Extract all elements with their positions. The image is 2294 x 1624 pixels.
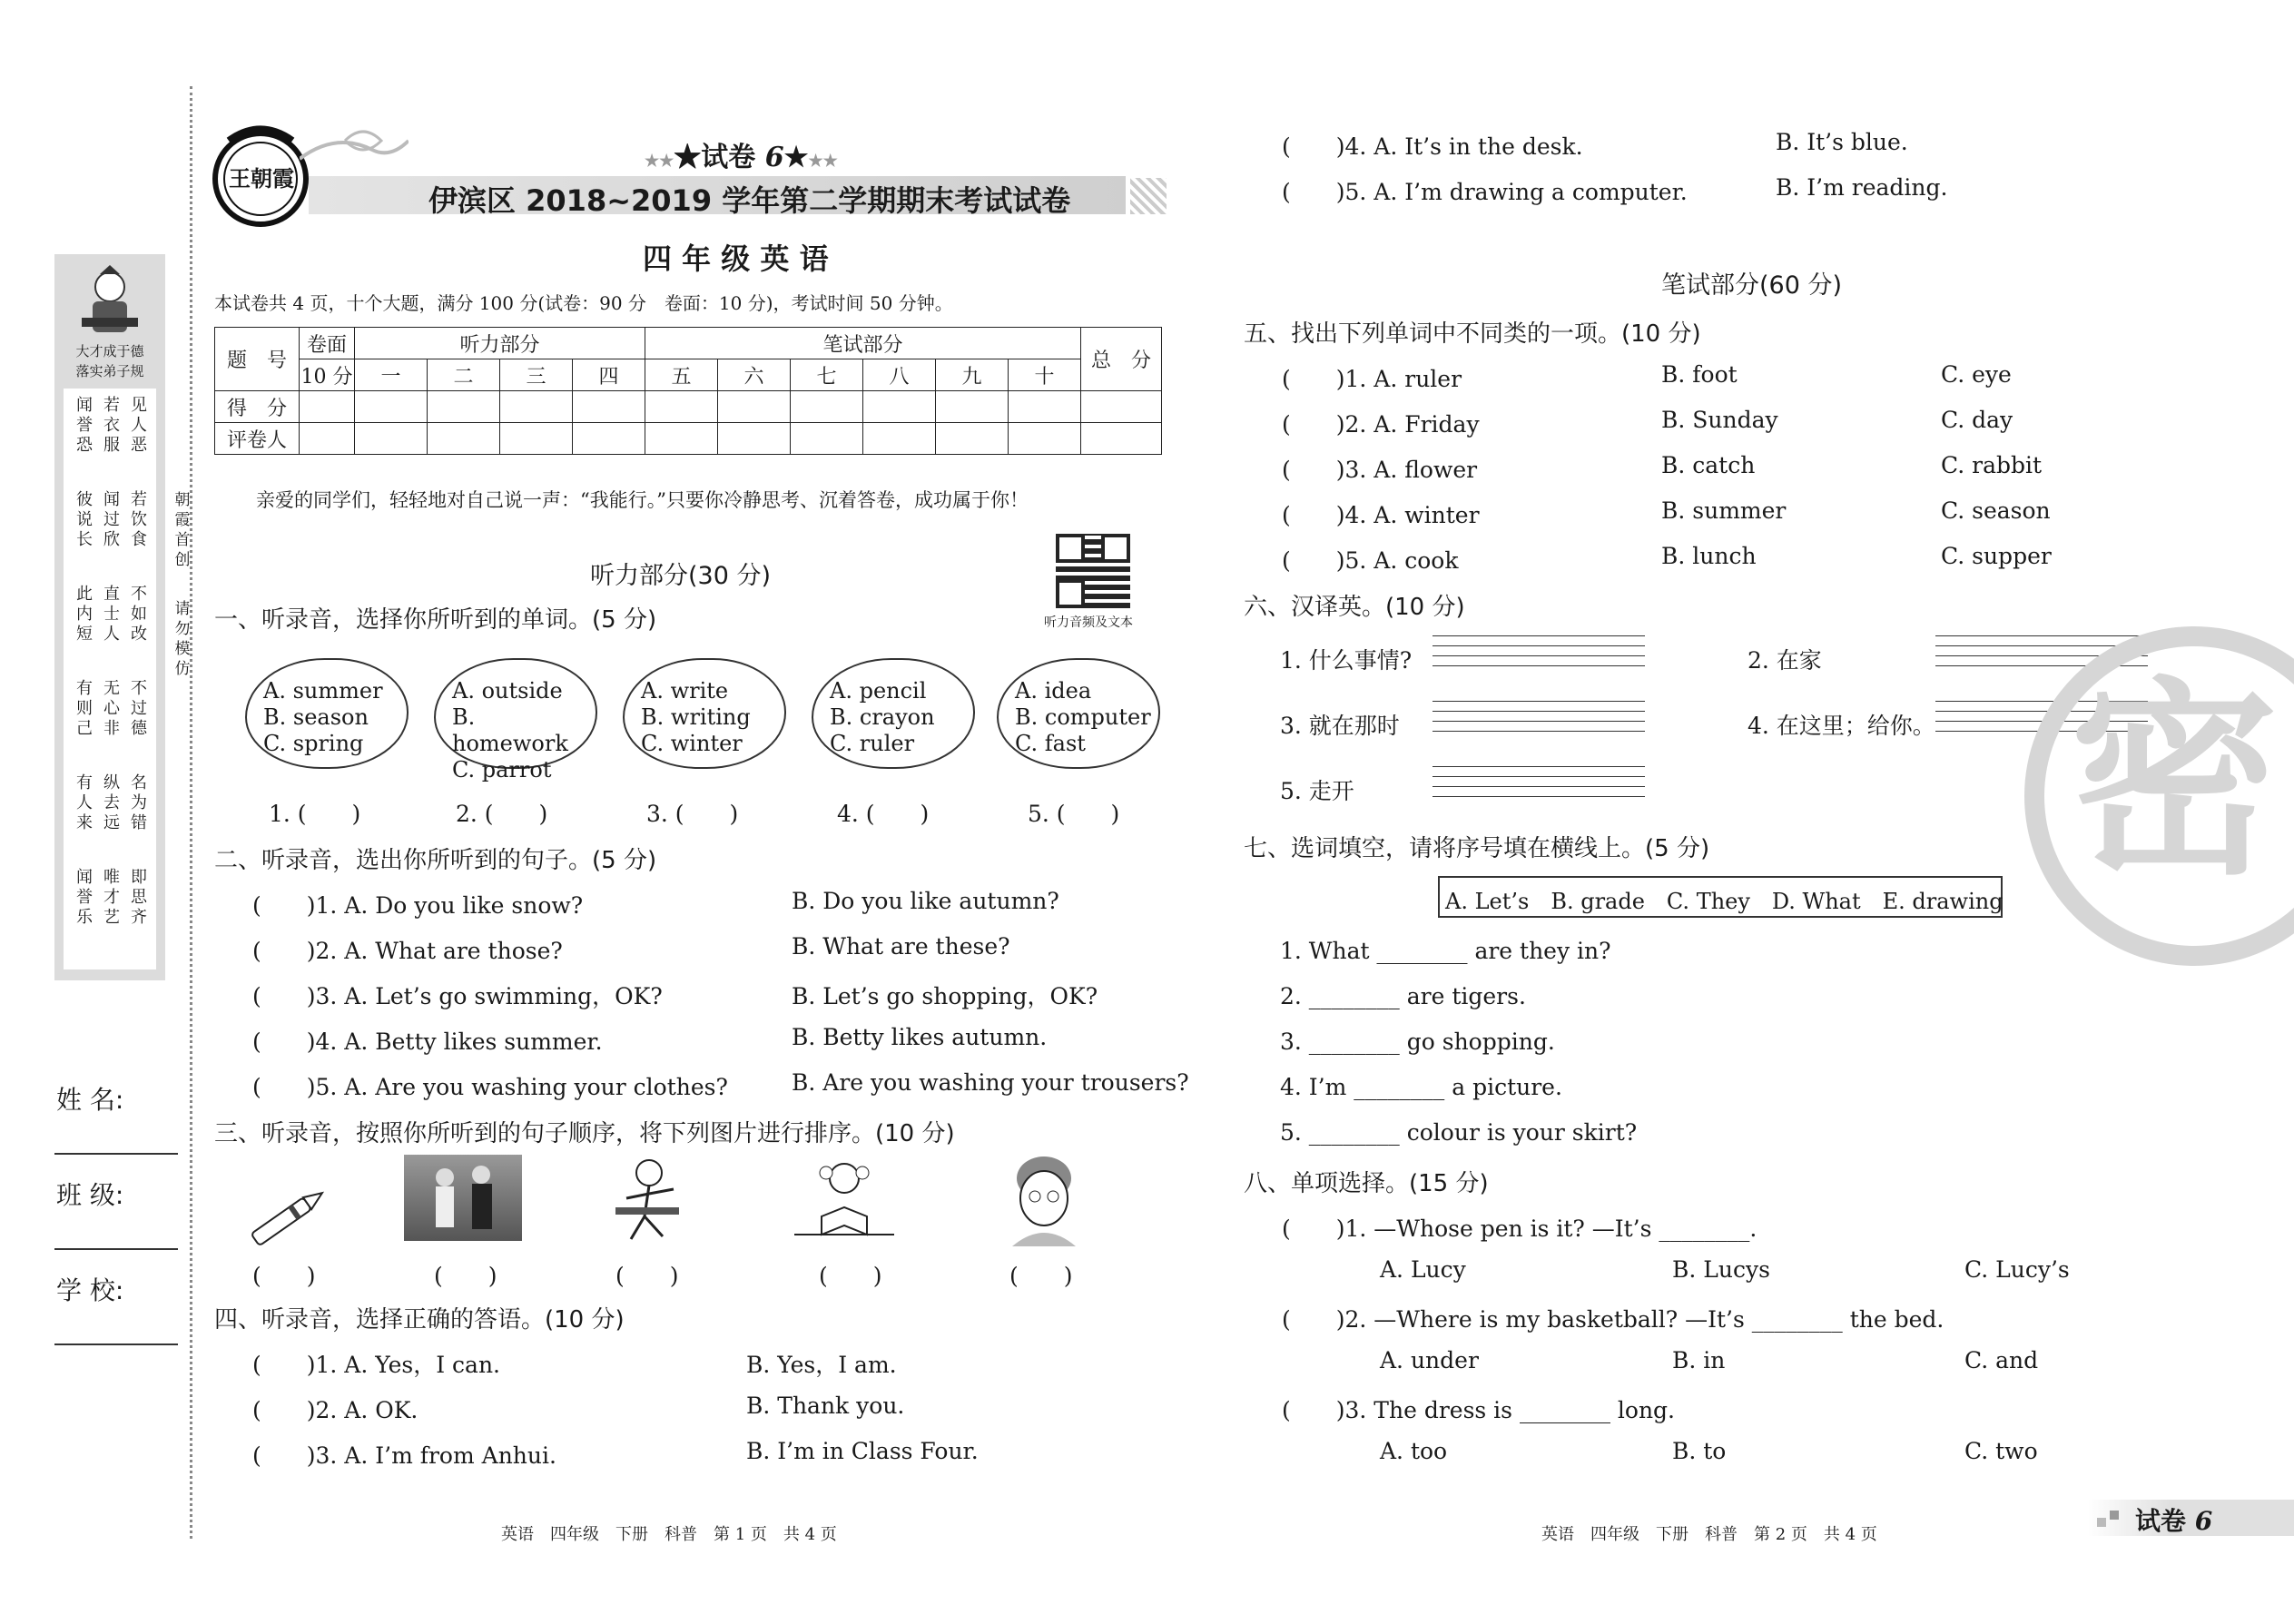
- subject-title: 四 年 级 英 语: [643, 241, 829, 276]
- sidebar-text-col: 不如改: [131, 585, 147, 644]
- row-grader-cell[interactable]: [936, 423, 1009, 455]
- s6-item-1: 1. 什么事情?: [1280, 647, 1413, 674]
- footer-left: 英语 四年级 下册 科普 第 1 页 共 4 页: [501, 1525, 837, 1544]
- sidebar-text-col: 此内短: [76, 585, 93, 644]
- word-option[interactable]: A. pencil: [830, 678, 927, 704]
- row-grader-cell[interactable]: [1081, 423, 1162, 455]
- s6-item-3: 3. 就在那时: [1280, 713, 1400, 739]
- s2-title: 二、听录音，选出你所听到的句子。(5 分): [214, 847, 657, 874]
- s8-title: 八、单项选择。(15 分): [1244, 1170, 1489, 1197]
- sidebar-text-col: 有人来: [76, 773, 93, 832]
- s1-answer-5[interactable]: 5. ( ): [1028, 801, 1120, 827]
- s2-item-1-b[interactable]: B. Do you like autumn?: [792, 888, 1059, 914]
- row-score-cell[interactable]: [1081, 391, 1162, 423]
- word-option[interactable]: A. outside: [452, 678, 563, 704]
- s6-item-2: 2. 在家: [1748, 647, 1822, 674]
- s6-lines-1[interactable]: [1433, 635, 1645, 675]
- sidebar-text-col: 唯才艺: [103, 868, 120, 927]
- paper-number: 6: [764, 142, 784, 173]
- th-w9: 九: [936, 359, 1009, 391]
- paper-label: 试卷: [701, 142, 756, 173]
- th-l3: 三: [500, 359, 573, 391]
- score-table: [214, 327, 1162, 455]
- picture-pen: [243, 1180, 334, 1256]
- s1-answer-4[interactable]: 4. ( ): [837, 801, 930, 827]
- s8-option-1-1[interactable]: B. Lucys: [1672, 1256, 1770, 1283]
- s5-item-4-b[interactable]: B. summer: [1661, 497, 1787, 524]
- th-w6: 六: [718, 359, 791, 391]
- s4-item-2-a[interactable]: ( )5. A. I’m drawing a computer.: [1282, 179, 1688, 205]
- s5-item-3-c[interactable]: C. rabbit: [1941, 452, 2043, 478]
- row-score-cell[interactable]: [355, 391, 428, 423]
- s3-title: 三、听录音，按照你所听到的句子顺序，将下列图片进行排序。(10 分): [214, 1120, 955, 1147]
- s6-title: 六、汉译英。(10 分): [1244, 594, 1465, 621]
- s5-item-3-a[interactable]: ( )3. A. flower: [1282, 457, 1478, 483]
- row-grader-cell[interactable]: [428, 423, 500, 455]
- s2-item-1-a[interactable]: ( )1. A. Do you like snow?: [252, 892, 584, 919]
- word-option[interactable]: A. summer: [263, 678, 383, 704]
- s2-item-2-a[interactable]: ( )2. A. What are those?: [252, 938, 563, 964]
- brand-name: 王朝霞: [229, 165, 294, 192]
- s4-item-2-a[interactable]: ( )2. A. OK.: [252, 1397, 418, 1423]
- s5-item-1-a[interactable]: ( )1. A. ruler: [1282, 366, 1462, 392]
- row-grader-label: 评卷人: [215, 423, 300, 455]
- word-option[interactable]: B. crayon: [830, 704, 935, 730]
- th-w5: 五: [645, 359, 718, 391]
- title-band-pattern: [1130, 178, 1167, 214]
- s2-item-5-b[interactable]: B. Are you washing your trousers?: [792, 1069, 1189, 1096]
- word-option[interactable]: B. homework: [452, 704, 568, 756]
- th-l1: 一: [355, 359, 428, 391]
- s5-item-2-a[interactable]: ( )2. A. Friday: [1282, 411, 1480, 438]
- s7-item-5[interactable]: 5. ________ colour is your skirt?: [1280, 1119, 1638, 1146]
- s4-item-3-a[interactable]: ( )3. A. I’m from Anhui.: [252, 1442, 556, 1469]
- sidebar-text-col: 有则己: [76, 679, 93, 738]
- word-option[interactable]: B. writing: [641, 704, 751, 730]
- footer-tab-text: 试卷: [2135, 1506, 2187, 1536]
- row-grader-cell[interactable]: [718, 423, 791, 455]
- s4-title: 四、听录音，选择正确的答语。(10 分): [214, 1306, 625, 1334]
- s8-question-1[interactable]: ( )1. —Whose pen is it? —It’s ________.: [1282, 1216, 1757, 1242]
- footer-tab: [2088, 1500, 2294, 1536]
- word-option[interactable]: A. idea: [1015, 678, 1092, 704]
- s1-title: 一、听录音，选择你所听到的单词。(5 分): [214, 606, 657, 634]
- footer-right: 英语 四年级 下册 科普 第 2 页 共 4 页: [1541, 1525, 1877, 1544]
- s6-lines-3[interactable]: [1433, 701, 1645, 741]
- binding-dotted-line: [190, 86, 192, 1539]
- footer-tab-number: 6: [2194, 1506, 2213, 1536]
- row-score-cell[interactable]: [936, 391, 1009, 423]
- sidebar-text-col: 若衣服: [103, 396, 120, 455]
- s8-option-2-2[interactable]: C. and: [1964, 1347, 2039, 1373]
- sidebar-text-col: 闻誉乐: [76, 868, 93, 927]
- word-cloud-5: [997, 658, 1160, 769]
- s8-question-2[interactable]: ( )2. —Where is my basketball? —It’s ________ the bed.: [1282, 1306, 1944, 1333]
- th-w10: 十: [1009, 359, 1081, 391]
- s7-item-1[interactable]: 1. What ________ are they in?: [1280, 938, 1611, 964]
- slogan-1: 大才成于德: [75, 343, 144, 359]
- sidebar-text-col: 直士人: [103, 585, 120, 644]
- s2-item-2-b[interactable]: B. What are these?: [792, 933, 1010, 960]
- s5-item-1-b[interactable]: B. foot: [1661, 361, 1738, 388]
- word-option[interactable]: C. fast: [1015, 731, 1086, 756]
- s8-option-1-0[interactable]: A. Lucy: [1380, 1256, 1466, 1283]
- sidebar-text-col: 纵去远: [103, 773, 120, 832]
- school-label: 学 校:: [56, 1275, 124, 1305]
- picture-girl-reading: [794, 1153, 894, 1247]
- th-juanmian-score: 10 分: [300, 359, 355, 391]
- s7-word-box: [1438, 876, 2003, 918]
- th-total: 总 分: [1081, 328, 1162, 391]
- class-field[interactable]: [54, 1248, 178, 1250]
- s4-item-1-b[interactable]: B. It’s blue.: [1776, 129, 1908, 155]
- sidebar-text-col: 无心非: [103, 679, 120, 738]
- row-grader-cell[interactable]: [300, 423, 355, 455]
- s8-option-3-1[interactable]: B. to: [1672, 1438, 1727, 1464]
- row-grader-cell[interactable]: [863, 423, 936, 455]
- picture-grandma: [1003, 1151, 1085, 1250]
- sidebar-text-col: 闻过欣: [103, 490, 120, 549]
- s4-item-2-b[interactable]: B. Thank you.: [746, 1393, 905, 1419]
- side-text-2: 请勿模仿: [174, 600, 191, 678]
- word-option[interactable]: B. season: [263, 704, 369, 730]
- s5-item-5-b[interactable]: B. lunch: [1661, 543, 1757, 569]
- th-w8: 八: [863, 359, 936, 391]
- name-label: 姓 名:: [56, 1085, 124, 1115]
- sidebar-text-col: 不过德: [131, 679, 147, 738]
- s7-item-3[interactable]: 3. ________ go shopping.: [1280, 1029, 1555, 1055]
- row-score-cell[interactable]: [645, 391, 718, 423]
- exam-intro: 本试卷共 4 页，十个大题，满分 100 分(试卷：90 分 卷面：10 分)，考试时间 50 分钟。: [214, 292, 953, 314]
- row-score-cell[interactable]: [573, 391, 645, 423]
- exam-title: 伊滨区 2018~2019 学年第二学期期末考试试卷: [428, 183, 1071, 218]
- word-option[interactable]: B. computer: [1015, 704, 1151, 730]
- row-score-cell[interactable]: [500, 391, 573, 423]
- word-option[interactable]: C. parrot: [452, 757, 552, 782]
- s1-answer-2[interactable]: 2. ( ): [456, 801, 548, 827]
- row-score-cell[interactable]: [1009, 391, 1081, 423]
- s5-title: 五、找出下列单词中不同类的一项。(10 分): [1244, 320, 1701, 348]
- th-listening: 听力部分: [355, 328, 645, 359]
- s5-item-2-c[interactable]: C. day: [1941, 407, 2013, 433]
- s5-item-3-b[interactable]: B. catch: [1661, 452, 1756, 478]
- row-grader-cell[interactable]: [500, 423, 573, 455]
- s8-option-1-2[interactable]: C. Lucy’s: [1964, 1256, 2070, 1283]
- th-w7: 七: [791, 359, 863, 391]
- brand-logo: [211, 113, 310, 241]
- word-option[interactable]: C. winter: [641, 731, 743, 756]
- row-grader-cell[interactable]: [791, 423, 863, 455]
- s3-blank-4[interactable]: ( ): [819, 1263, 882, 1289]
- writing-title: 笔试部分(60 分): [1661, 271, 1843, 300]
- sidebar-strip: [54, 254, 165, 980]
- word-option[interactable]: C. spring: [263, 731, 364, 756]
- name-field[interactable]: [54, 1153, 178, 1155]
- row-score-cell[interactable]: [300, 391, 355, 423]
- row-grader-cell[interactable]: [645, 423, 718, 455]
- s5-item-5-c[interactable]: C. supper: [1941, 543, 2052, 569]
- row-score-cell[interactable]: [863, 391, 936, 423]
- sidebar-text-col: 彼说长: [76, 490, 93, 549]
- s8-option-3-0[interactable]: A. too: [1380, 1438, 1448, 1464]
- s7-options: A. Let’s B. grade C. They D. What E. drawing: [1445, 889, 2004, 914]
- s3-blank-3[interactable]: ( ): [615, 1263, 679, 1289]
- s5-item-1-c[interactable]: C. eye: [1941, 361, 2012, 388]
- row-score-cell[interactable]: [791, 391, 863, 423]
- s2-item-3-a[interactable]: ( )3. A. Let’s go swimming，OK?: [252, 983, 663, 1009]
- th-l2: 二: [428, 359, 500, 391]
- qr-caption: 听力音频及文本: [1044, 615, 1133, 630]
- s1-answer-3[interactable]: 3. ( ): [646, 801, 739, 827]
- s4-item-3-b[interactable]: B. I’m in Class Four.: [746, 1438, 979, 1464]
- s6-lines-5[interactable]: [1433, 766, 1645, 806]
- paper-badge: ★★★试卷 6★★★: [645, 142, 838, 173]
- th-juanmian: 卷面: [300, 328, 355, 359]
- s5-item-4-c[interactable]: C. season: [1941, 497, 2051, 524]
- s4-item-1-b[interactable]: B. Yes，I am.: [746, 1352, 897, 1378]
- s2-item-3-b[interactable]: B. Let’s go shopping，OK?: [792, 983, 1098, 1009]
- picture-people-washing: [404, 1155, 522, 1241]
- word-option[interactable]: A. write: [641, 678, 729, 704]
- encouragement: 亲爱的同学们，轻轻地对自己说一声：“我能行。”只要你冷静思考、沉着答卷，成功属于你！: [256, 489, 1029, 511]
- s4-item-1-a[interactable]: ( )1. A. Yes，I can.: [252, 1352, 500, 1378]
- school-field[interactable]: [54, 1343, 178, 1345]
- s8-option-2-1[interactable]: B. in: [1672, 1347, 1726, 1373]
- row-grader-cell[interactable]: [573, 423, 645, 455]
- s6-item-5: 5. 走开: [1280, 778, 1354, 804]
- sidebar-text-col: 名为错: [131, 773, 147, 832]
- sidebar-text-col: 闻誉恐: [76, 396, 93, 455]
- s3-blank-2[interactable]: ( ): [434, 1263, 497, 1289]
- qr-code[interactable]: [1056, 534, 1130, 608]
- confidential-seal: [2024, 626, 2294, 966]
- s6-item-4: 4. 在这里；给你。: [1748, 713, 1935, 739]
- row-score-label: 得 分: [215, 391, 300, 423]
- s1-answer-1[interactable]: 1. ( ): [269, 801, 361, 827]
- s5-item-2-b[interactable]: B. Sunday: [1661, 407, 1778, 433]
- word-option[interactable]: C. ruler: [830, 731, 915, 756]
- row-score-cell[interactable]: [718, 391, 791, 423]
- word-cloud-4: [812, 658, 975, 769]
- scholar-figure: [73, 263, 147, 338]
- footer-tab-label: [2135, 1501, 2212, 1538]
- s5-item-4-a[interactable]: ( )4. A. winter: [1282, 502, 1480, 528]
- row-score-cell[interactable]: [428, 391, 500, 423]
- side-text-1: 朝霞首创: [174, 491, 191, 569]
- class-label: 班 级:: [56, 1180, 124, 1210]
- sidebar-text-col: 即思齐: [131, 868, 147, 927]
- word-cloud-2: [434, 658, 597, 782]
- s8-option-2-0[interactable]: A. under: [1380, 1347, 1479, 1373]
- s7-item-2[interactable]: 2. ________ are tigers.: [1280, 983, 1526, 1009]
- s3-blank-1[interactable]: ( ): [252, 1263, 316, 1289]
- dizigui-text-box: [64, 389, 156, 969]
- s8-question-3[interactable]: ( )3. The dress is ________ long.: [1282, 1397, 1675, 1423]
- s5-item-5-a[interactable]: ( )5. A. cook: [1282, 547, 1459, 574]
- row-grader-cell[interactable]: [1009, 423, 1081, 455]
- s2-item-4-b[interactable]: B. Betty likes autumn.: [792, 1024, 1048, 1050]
- confidential-seal-text: 密: [2070, 661, 2279, 903]
- s3-blank-5[interactable]: ( ): [1009, 1263, 1073, 1289]
- s4-item-1-a[interactable]: ( )4. A. It’s in the desk.: [1282, 133, 1583, 160]
- sidebar-text-col: 若饮食: [131, 490, 147, 549]
- word-cloud-1: [245, 658, 409, 769]
- row-grader-cell[interactable]: [355, 423, 428, 455]
- s2-item-5-a[interactable]: ( )5. A. Are you washing your clothes?: [252, 1074, 728, 1100]
- s2-item-4-a[interactable]: ( )4. A. Betty likes summer.: [252, 1029, 603, 1055]
- s7-title: 七、选词填空，请将序号填在横线上。(5 分): [1244, 835, 1710, 862]
- s4-item-2-b[interactable]: B. I’m reading.: [1776, 174, 1948, 201]
- listening-title: 听力部分(30 分): [590, 562, 772, 590]
- word-cloud-3: [623, 658, 786, 769]
- th-question-no: 题 号: [215, 328, 300, 391]
- slogan-2: 落实弟子规: [75, 363, 144, 379]
- picture-girl-running: [608, 1153, 690, 1247]
- sidebar-text-col: 见人恶: [131, 396, 147, 455]
- s7-item-4[interactable]: 4. I’m ________ a picture.: [1280, 1074, 1562, 1100]
- th-l4: 四: [573, 359, 645, 391]
- s8-option-3-2[interactable]: C. two: [1964, 1438, 2038, 1464]
- th-writing: 笔试部分: [645, 328, 1081, 359]
